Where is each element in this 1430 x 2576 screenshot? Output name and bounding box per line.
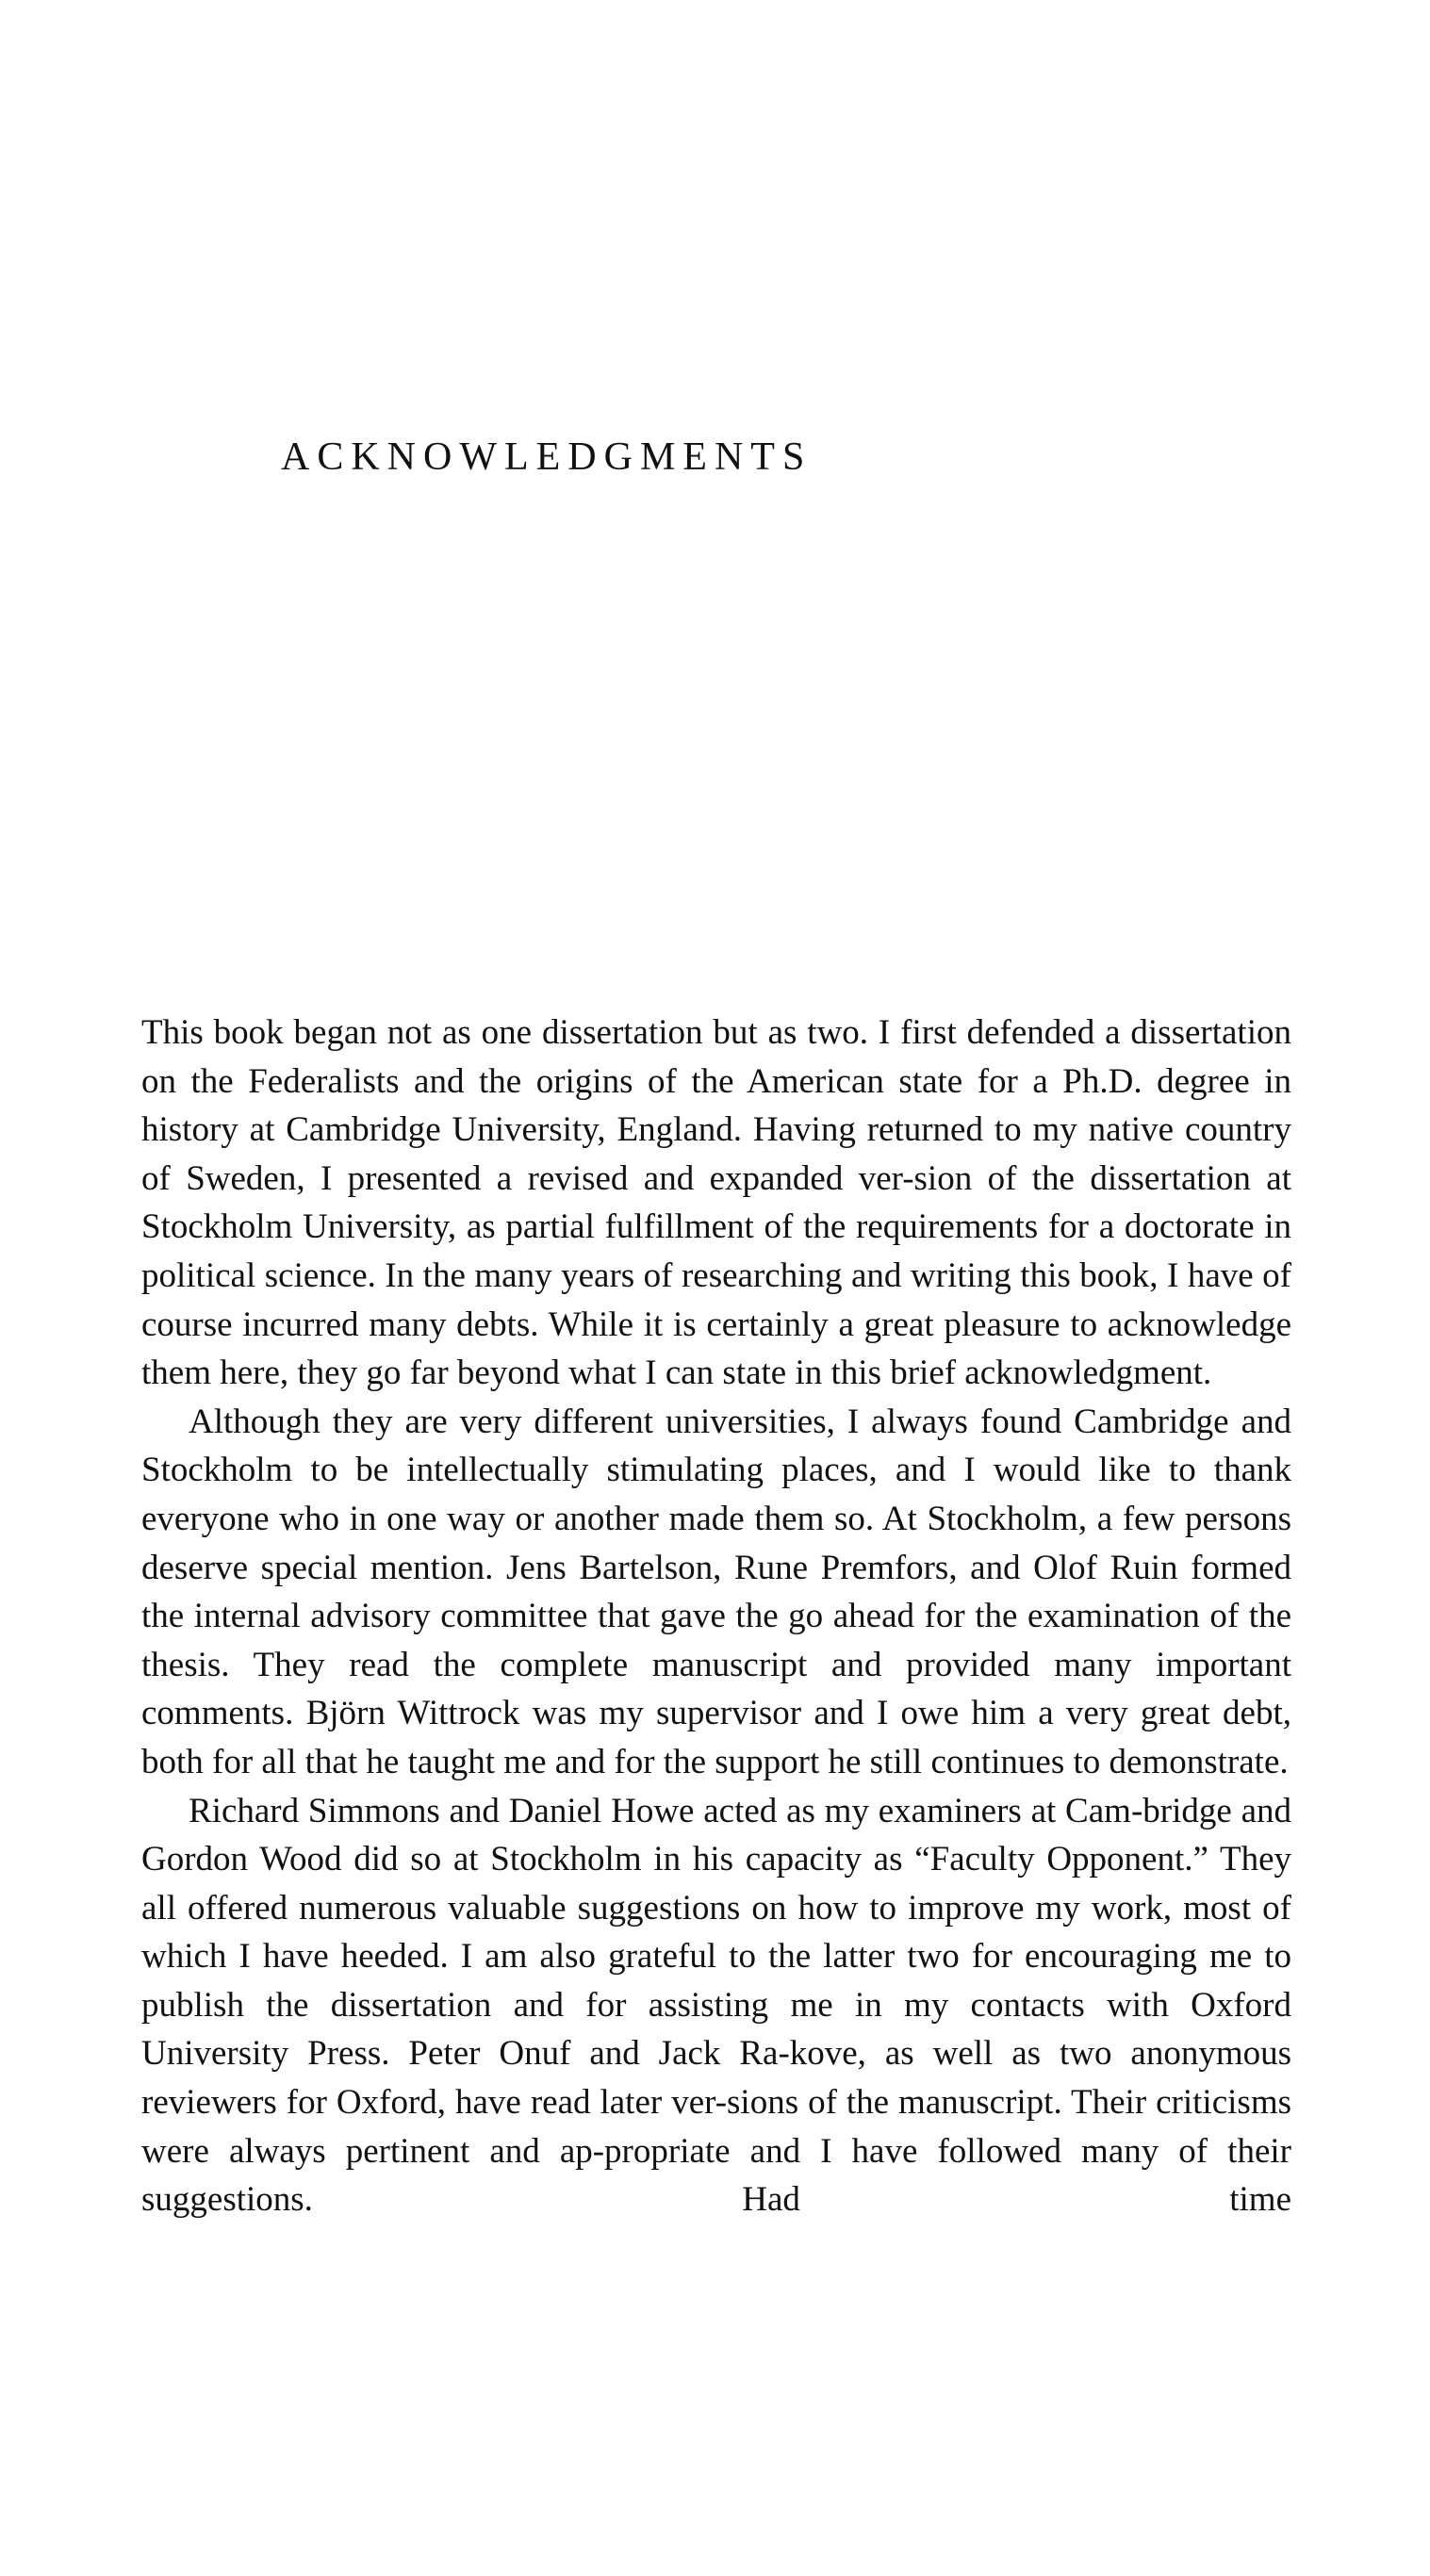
paragraph-3: Richard Simmons and Daniel Howe acted as my examiners at Cam-bridge and Gordon Wood did so at Stockholm in his capacity as “Faculty Opponent.” They all offered numerous valuable suggestions on how to improve my work, most of which I have heeded. I am also grateful to the latter two for encouraging me to publish the dissertation and for assisting me in my contacts with Oxford University Press. Peter Onuf and Jack Ra-kove, as well as two anonymous reviewers for Oxford, have read later ver-sions of the manuscript. Their criticisms were always pertinent and ap-propriate and I have followed many of their suggestions. Had time — [141, 1791, 1291, 2220]
acknowledgments-body — [141, 1009, 1291, 2224]
paragraph-1: This book began not as one dissertation but as two. I first defended a dissertation on the Federalists and the origins of the American state for a Ph.D. degree in history at Cambridge University, England. Having returned to my native country of Sweden, I presented a revised and expanded ver-sion of the dissertation at Stockholm University, as partial fulfillment of the requirements for a doctorate in political science. In the many years of researching and writing this book, I have of course incurred many debts. While it is certainly a great pleasure to acknowledge them here, they go far beyond what I can state in this brief acknowledgment. — [141, 1013, 1291, 1393]
paragraph-2: Although they are very different universities, I always found Cambridge and Stockholm to be intellectually stimulating places, and I would like to thank everyone who in one way or another made them so. At Stockholm, a few persons deserve special mention. Jens Bartelson, Rune Premfors, and Olof Ruin formed the internal advisory committee that gave the go ahead for the examination of the thesis. They read the complete manuscript and provided many important comments. Björn Wittrock was my supervisor and I owe him a very great debt, both for all that he taught me and for the support he still continues to demonstrate. — [141, 1402, 1291, 1781]
chapter-heading: ACKNOWLEDGMENTS — [281, 435, 813, 479]
